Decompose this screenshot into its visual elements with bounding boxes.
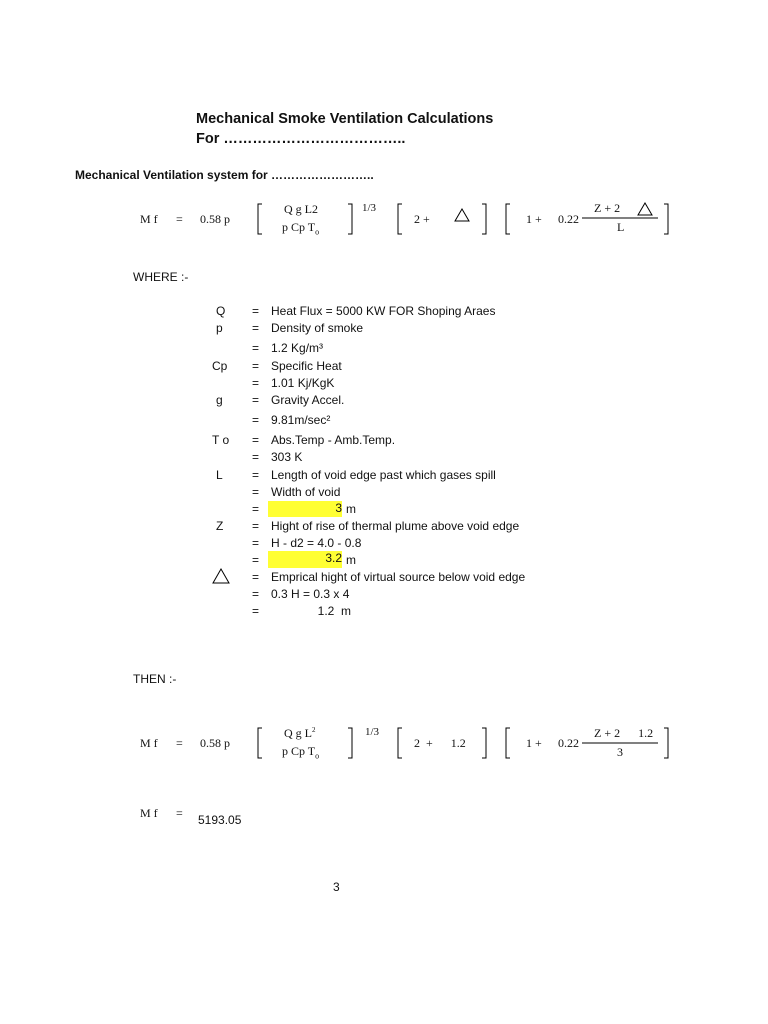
right-bracket-icon xyxy=(346,203,354,235)
term-one-plus: 1 + xyxy=(526,736,542,750)
eq-sign: = xyxy=(252,321,260,335)
eq-sign: = xyxy=(252,519,260,533)
eq-sign: = xyxy=(252,393,260,407)
right-bracket-icon xyxy=(480,727,488,759)
page-title-for: For ……………………………….. xyxy=(196,131,406,147)
eq-sign: = xyxy=(252,587,260,601)
eq-sign: = xyxy=(252,604,260,618)
def-density: Density of smoke xyxy=(271,321,364,335)
coefficient: 0.58 p xyxy=(200,212,230,226)
page-title: Mechanical Smoke Ventilation Calculations xyxy=(196,111,494,127)
right-bracket-icon xyxy=(662,727,670,759)
def-abs-temp: Abs.Temp - Amb.Temp. xyxy=(271,433,396,447)
def-density-value: 1.2 Kg/m³ xyxy=(271,341,324,355)
fraction-denominator-value: 3 xyxy=(617,745,623,759)
left-bracket-icon xyxy=(504,727,512,759)
eq-sign: = xyxy=(252,570,260,584)
fraction-denominator: p Cp $T_o$ xyxy=(282,220,320,237)
fraction-denominator: p Cp $T_o$ xyxy=(282,744,320,761)
highlighted-value-l: 3 xyxy=(268,501,342,517)
def-width-void: Width of void xyxy=(271,485,341,499)
left-bracket-icon xyxy=(396,203,404,235)
def-gravity: Gravity Accel. xyxy=(271,393,345,407)
def-plume-height: Hight of rise of thermal plume above void edge xyxy=(271,519,520,533)
left-bracket-icon xyxy=(396,727,404,759)
result-value: 5193.05 xyxy=(198,813,242,827)
section-title: Mechanical Ventilation system for …………………….. xyxy=(75,168,374,182)
def-plume-calc: H - d2 = 4.0 - 0.8 xyxy=(271,536,362,550)
eq-sign: = xyxy=(252,359,260,373)
delta-triangle-icon xyxy=(212,568,230,584)
equals-sign: = xyxy=(176,212,183,226)
mf-symbol: M f xyxy=(140,736,158,750)
coefficient-022: 0.22 xyxy=(558,212,579,226)
def-heat-flux: Heat Flux = 5000 KW FOR Shoping Araes xyxy=(271,304,496,318)
def-specific-heat: Specific Heat xyxy=(271,359,342,373)
eq-sign: = xyxy=(252,536,260,550)
def-gravity-value: 9.81m/sec² xyxy=(271,413,331,427)
exponent: 1/3 xyxy=(362,202,377,214)
symbol-to: T o xyxy=(212,433,230,447)
fraction-numerator: Q g $L^2$ xyxy=(284,726,316,740)
eq-sign: = xyxy=(252,413,260,427)
def-specific-heat-value: 1.01 Kj/KgK xyxy=(271,376,335,390)
term-two-plus: 2 + xyxy=(414,212,430,226)
def-virtual-calc: 0.3 H = 0.3 x 4 xyxy=(271,587,350,601)
eq-sign: = xyxy=(252,468,260,482)
fraction-numerator-z: Z + 2 1.2 xyxy=(594,726,654,740)
def-abs-temp-value: 303 K xyxy=(271,450,303,464)
eq-sign: = xyxy=(252,433,260,447)
eq-sign: = xyxy=(252,485,260,499)
where-label: WHERE :- xyxy=(133,270,189,284)
eq-sign: = xyxy=(252,341,260,355)
def-length-void: Length of void edge past which gases spill xyxy=(271,468,496,482)
def-virtual-source: Emprical hight of virtual source below void edge xyxy=(271,570,526,584)
page-number: 3 xyxy=(333,880,340,894)
fraction-numerator-z: Z + 2 xyxy=(594,201,621,215)
highlighted-value-z: 3.2 xyxy=(268,551,342,568)
fraction-numerator: Q g L2 xyxy=(284,202,318,216)
unit-m: m xyxy=(346,553,356,567)
delta-triangle-icon xyxy=(454,208,470,222)
def-virtual-value: 1.2 m xyxy=(271,604,352,618)
then-label: THEN :- xyxy=(133,672,177,686)
mf-symbol: M f xyxy=(140,212,158,226)
symbol-cp: Cp xyxy=(212,359,228,373)
term-one-plus: 1 + xyxy=(526,212,542,226)
fraction-line xyxy=(582,217,658,219)
fraction-line xyxy=(582,742,658,744)
result-mf-symbol: M f xyxy=(140,806,158,820)
equals-sign: = xyxy=(176,736,183,750)
symbol-q: Q xyxy=(216,304,226,318)
right-bracket-icon xyxy=(662,203,670,235)
left-bracket-icon xyxy=(256,727,264,759)
right-bracket-icon xyxy=(480,203,488,235)
eq-sign: = xyxy=(252,304,260,318)
symbol-p: p xyxy=(216,321,223,335)
term-two-plus: 2 + 1.2 xyxy=(414,736,466,750)
exponent: 1/3 xyxy=(365,726,380,738)
left-bracket-icon xyxy=(256,203,264,235)
unit-m: m xyxy=(346,502,356,516)
coefficient-022: 0.22 xyxy=(558,736,579,750)
symbol-g: g xyxy=(216,393,223,407)
fraction-denominator-l: L xyxy=(617,220,625,234)
eq-sign: = xyxy=(252,553,260,567)
delta-triangle-icon xyxy=(637,202,653,216)
eq-sign: = xyxy=(252,502,260,516)
right-bracket-icon xyxy=(346,727,354,759)
eq-sign: = xyxy=(252,450,260,464)
symbol-z: Z xyxy=(216,519,224,533)
eq-sign: = xyxy=(252,376,260,390)
result-equals: = xyxy=(176,806,183,820)
coefficient: 0.58 p xyxy=(200,736,230,750)
symbol-l: L xyxy=(216,468,223,482)
left-bracket-icon xyxy=(504,203,512,235)
